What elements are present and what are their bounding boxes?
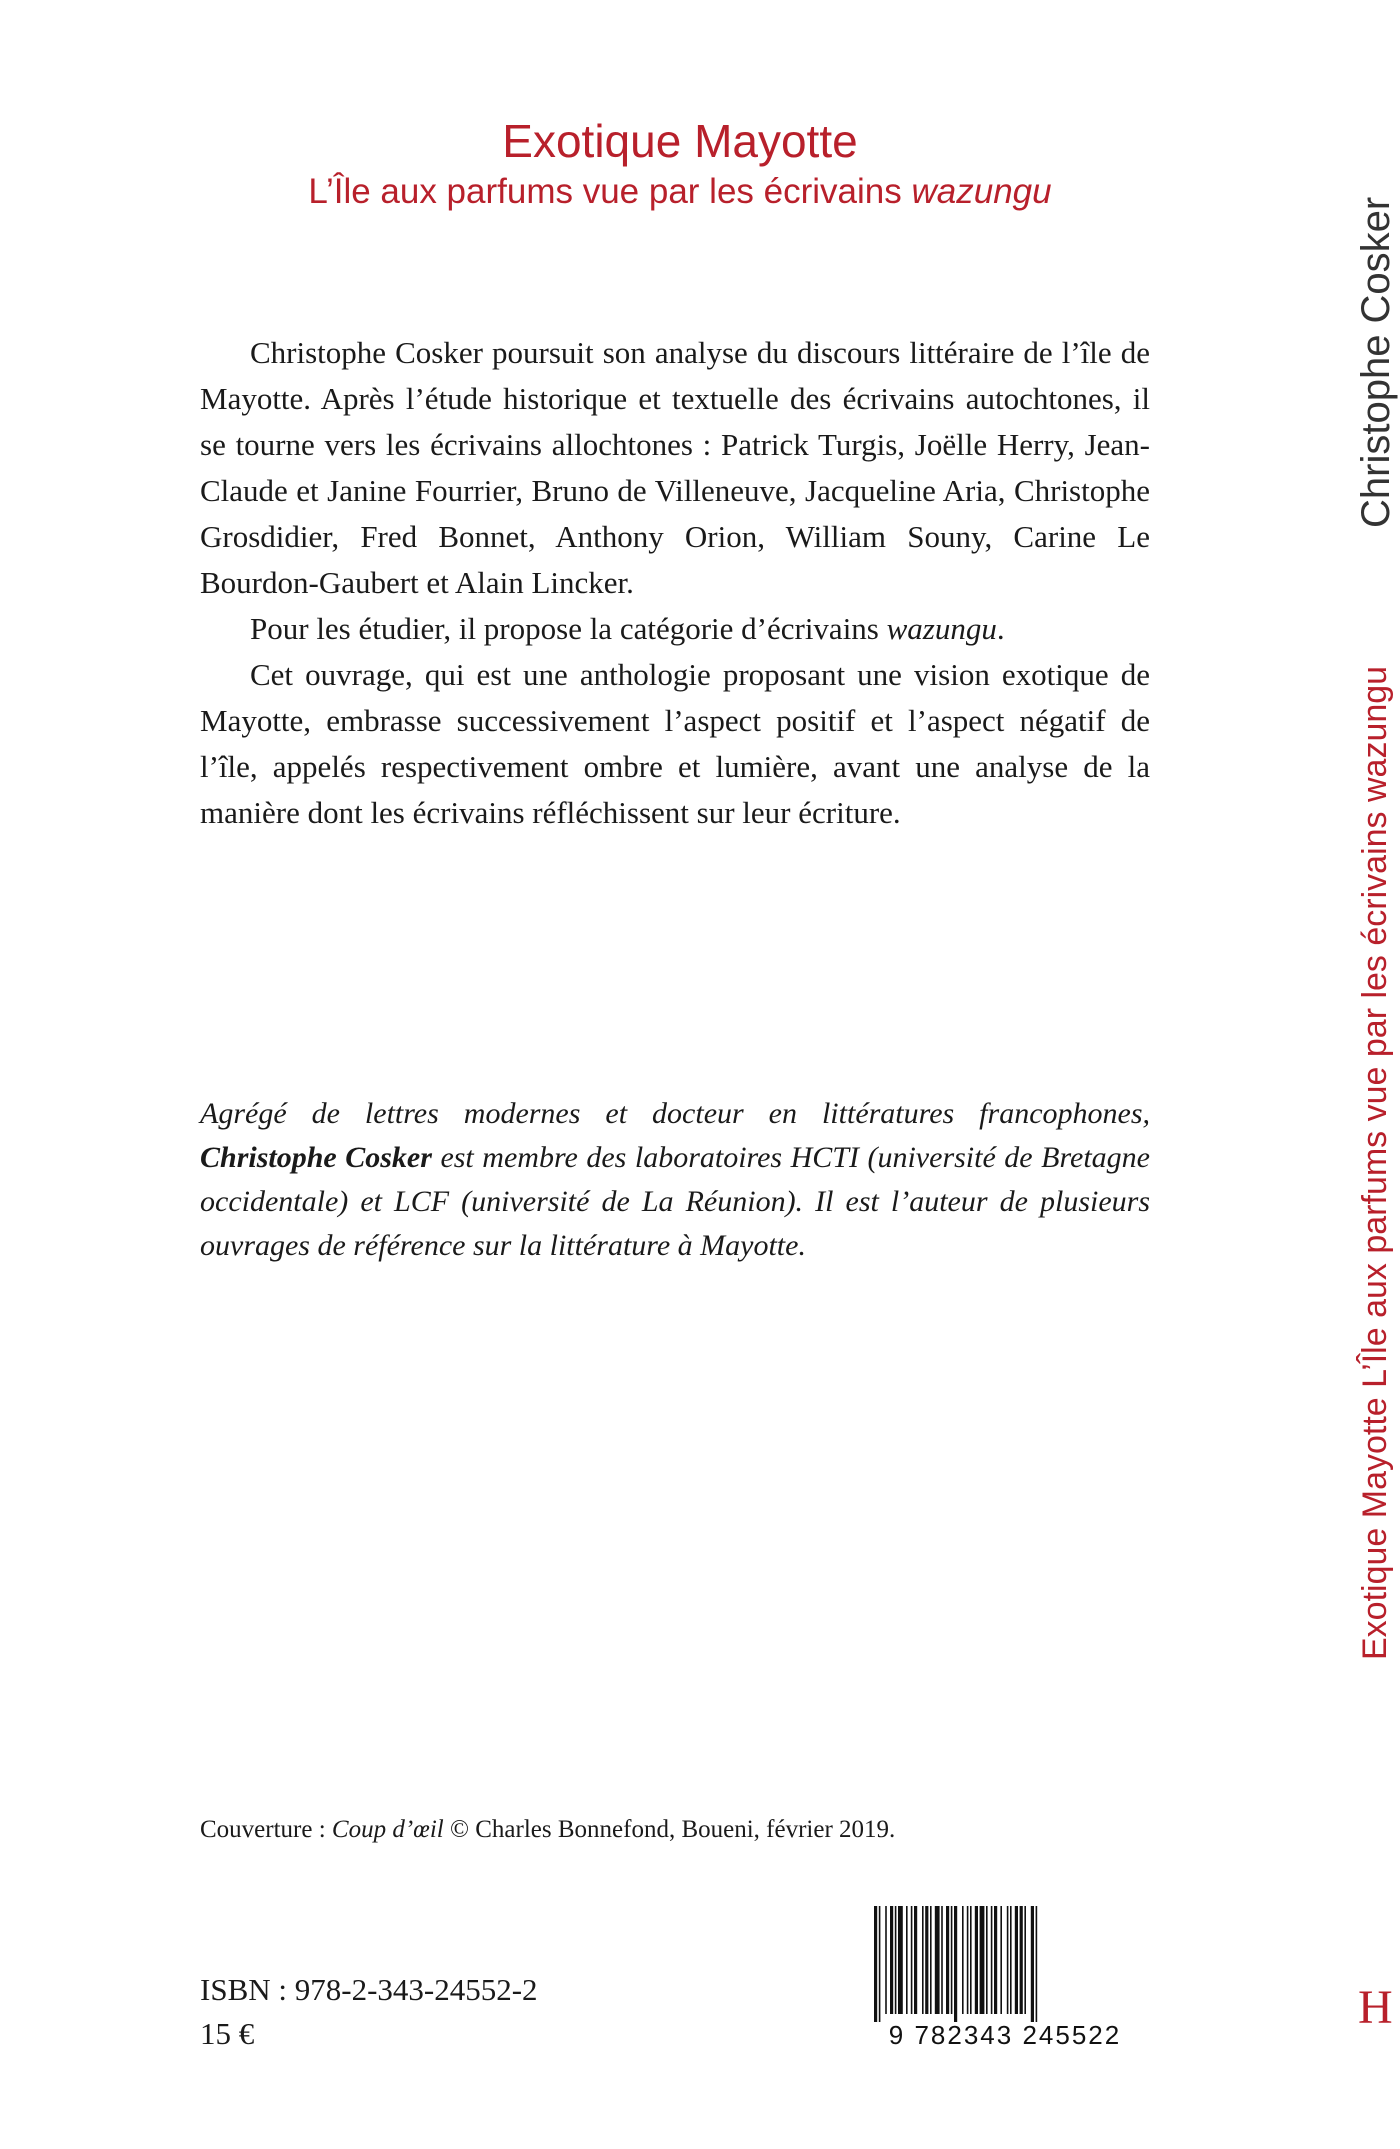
barcode-bar — [914, 1906, 917, 2014]
barcode-bar — [930, 1906, 932, 2014]
publisher-logo-icon — [1356, 1975, 1396, 2035]
blurb-paragraph-3: Cet ouvrage, qui est une anthologie proposant une vision exotique de Mayotte, embrasse successivement l’aspect positif et l’aspect négatif de l’île, appelés respectivement ombre et lumière, avant une analyse de la manière dont les écrivains réfléchissent sur leur écriture. — [200, 657, 1150, 830]
subtitle-italic: wazungu — [911, 172, 1052, 211]
barcode-bar — [895, 1906, 897, 2014]
blurb — [200, 330, 1150, 836]
subtitle-main: L’Île aux parfums vue par les écrivains — [308, 172, 912, 211]
barcode-bar — [922, 1906, 924, 2014]
barcode-bar — [941, 1906, 943, 2014]
title-block — [0, 112, 1360, 214]
barcode-bar — [906, 1906, 908, 2014]
barcode-bar — [980, 1906, 985, 2014]
barcode-graphic — [860, 1900, 1150, 2050]
barcode-bar — [994, 1906, 997, 2014]
barcode-bar — [1000, 1906, 1002, 2014]
barcode-bar — [874, 1906, 877, 2022]
bio-rest: est membre des laboratoires HCTI (université de Bretagne occidentale) et LCF (université de La Réunion). Il est l’auteur de plusieurs ouvrages de référence sur la littérature à Mayotte. — [200, 1141, 1150, 1262]
spine-author: Christophe Cosker — [1354, 196, 1398, 528]
barcode-bar — [925, 1906, 928, 2014]
barcode-digits: 9 782343 245522 — [888, 2020, 1122, 2050]
barcode-bar — [1031, 1906, 1034, 2022]
barcode-bar — [935, 1906, 940, 2014]
spine-title: Exotique Mayotte L’Île aux parfums vue par les écrivains wazungu — [1356, 665, 1394, 1660]
isbn-price-block — [200, 1968, 538, 2056]
credit-rest: © Charles Bonnefond, Boueni, février 2019. — [443, 1816, 896, 1843]
barcode-bar — [890, 1906, 893, 2014]
barcode-bar — [1024, 1906, 1026, 2014]
barcode-bar — [1015, 1906, 1018, 2014]
barcode-bar — [954, 1906, 957, 2022]
barcode-bar — [911, 1906, 913, 2014]
barcode-bar — [1036, 1906, 1038, 2022]
blurb-paragraph-2 — [200, 606, 1150, 652]
credit-work: Coup d’œil — [331, 1816, 444, 1843]
credit-label: Couverture : — [200, 1816, 332, 1843]
blurb-paragraph-2-end: . — [996, 611, 1005, 646]
barcode-bar — [962, 1906, 964, 2014]
book-title: Exotique Mayotte — [502, 115, 858, 167]
bio-author-name: Christophe Cosker — [200, 1141, 432, 1174]
barcode-bar — [951, 1906, 953, 2014]
barcode-bar — [946, 1906, 949, 2014]
author-bio — [200, 1092, 1150, 1268]
book-subtitle — [0, 170, 1360, 214]
bio-intro: Agrégé de lettres modernes et docteur en littératures francophones, — [200, 1097, 1150, 1130]
barcode-bar — [986, 1906, 988, 2014]
cover-credit — [200, 1814, 895, 1846]
barcode-bar — [967, 1906, 969, 2014]
blurb-paragraph-1: Christophe Cosker poursuit son analyse du discours littéraire de l’île de Mayotte. Après l’étude historique et textuelle des écrivains autochtones, il se tourne vers les écrivains allochtones : Patrick Turgis, Joëlle Herry, Jean-Claude et Janine Fourrier, Bruno de Villeneuve, Jacqueline Aria, Christophe Grosdidier, Fred Bonnet, Anthony Orion, William Souny, Carine Le Bourdon-Gaubert et Alain Lincker. — [200, 335, 1150, 600]
blurb-paragraph-2-main: Pour les étudier, il propose la catégorie d’écrivains — [250, 611, 887, 646]
barcode-bar — [1007, 1906, 1009, 2014]
barcode-bar — [885, 1906, 887, 2014]
barcode-bar — [898, 1906, 903, 2014]
barcode-bars — [874, 1906, 1037, 2022]
barcode-bar — [1010, 1906, 1012, 2014]
barcode-bar — [879, 1906, 881, 2022]
barcode-bar — [975, 1906, 978, 2014]
publisher-logo-letter: H — [1358, 1981, 1393, 2034]
barcode-bar — [991, 1906, 993, 2014]
barcode — [860, 1900, 1150, 2050]
isbn-number: ISBN : 978-2-343-24552-2 — [200, 1972, 538, 2007]
barcode-bar — [970, 1906, 972, 2014]
barcode-bar — [1020, 1906, 1023, 2014]
blurb-paragraph-2-italic: wazungu — [886, 611, 997, 646]
price: 15 € — [200, 2016, 255, 2051]
